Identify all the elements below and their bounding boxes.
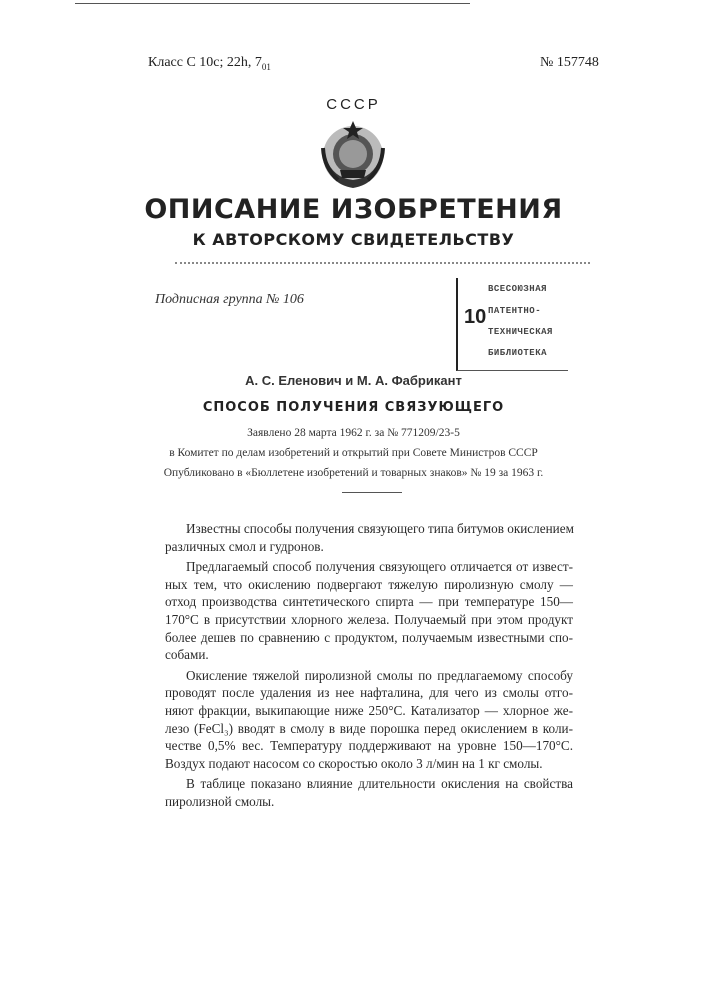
text-line: В таблице показано влияние длительности окисления на свойства [165, 775, 573, 793]
filed-date: Заявлено 28 марта 1962 г. за № 771209/23-5 [0, 427, 707, 439]
text-line: Окисление тяжелой пиролизной смолы по предлагаемому способу [165, 667, 573, 685]
patent-title: СПОСОБ ПОЛУЧЕНИЯ СВЯЗУЮЩЕГО [0, 400, 707, 415]
authors: А. С. Еленович и М. А. Фабрикант [0, 373, 707, 388]
library-stamp [456, 278, 568, 371]
stamp-line: БИБЛИОТЕКА [488, 348, 547, 358]
stamp-line: ПАТЕНТНО- [488, 306, 541, 316]
text-line: лезо (FeCl₃) вводят в смолу в виде порошка перед окислением в коли- [165, 720, 573, 738]
text-line: Известны способы получения связующего типа битумов окислением [165, 520, 573, 538]
subscription-group: Подписная группа № 106 [155, 292, 304, 308]
text-line: честве 0,5% вес. Температуру поддерживают на уровне 150—170°С. [165, 737, 573, 755]
text-line: отход производства синтетического спирта — при температуре 150— [165, 593, 573, 611]
text-line: няют фракции, выкипающие ниже 250°С. Катализатор — хлорное же- [165, 702, 573, 720]
paragraph [165, 667, 573, 773]
stamp-line: ТЕХНИЧЕСКАЯ [488, 327, 553, 337]
paragraph [165, 558, 573, 664]
text-line: Предлагаемый способ получения связующего отличается от извест- [165, 558, 573, 576]
class-label: Класс С 10с; 22h, 7 [148, 55, 262, 70]
stamp-line: ВСЕСОЮЗНАЯ [488, 284, 547, 294]
published-info: Опубликовано в «Бюллетене изобретений и товарных знаков» № 19 за 1963 г. [0, 467, 707, 479]
document-subtitle: К АВТОРСКОМУ СВИДЕТЕЛЬСТВУ [0, 230, 707, 249]
committee: в Комитет по делам изобретений и открытий при Совете Министров СССР [0, 447, 707, 459]
text-line: 170°С в присутствии хлорного железа. Получаемый при этом продукт [165, 611, 573, 629]
body-text [165, 520, 573, 814]
dotted-divider [175, 262, 590, 264]
paragraph [165, 775, 573, 810]
stamp-number: 10 [464, 306, 486, 329]
ussr-emblem-icon [318, 118, 388, 190]
top-rule [75, 3, 470, 4]
short-divider [342, 492, 402, 493]
text-line: собами. [165, 646, 573, 664]
text-line: более дешев по сравнению с продуктом, получаемым известными спо- [165, 629, 573, 647]
text-line: проводят после удаления из нее нафталина, для чего из смолы отго- [165, 684, 573, 702]
text-line: пиролизной смолы. [165, 793, 573, 811]
patent-number: № 157748 [540, 55, 599, 71]
text-line: различных смол и гудронов. [165, 538, 573, 556]
class-subscript: 01 [262, 62, 271, 72]
paragraph [165, 520, 573, 555]
text-line: ных тем, что окислению подвергают тяжелую пиролизную смолу — [165, 576, 573, 594]
document-title: ОПИСАНИЕ ИЗОБРЕТЕНИЯ [0, 194, 707, 225]
country-label: СССР [0, 96, 707, 113]
patent-class [148, 55, 271, 72]
text-line: Воздух подают насосом со скоростью около 3 л/мин на 1 кг смолы. [165, 755, 573, 773]
